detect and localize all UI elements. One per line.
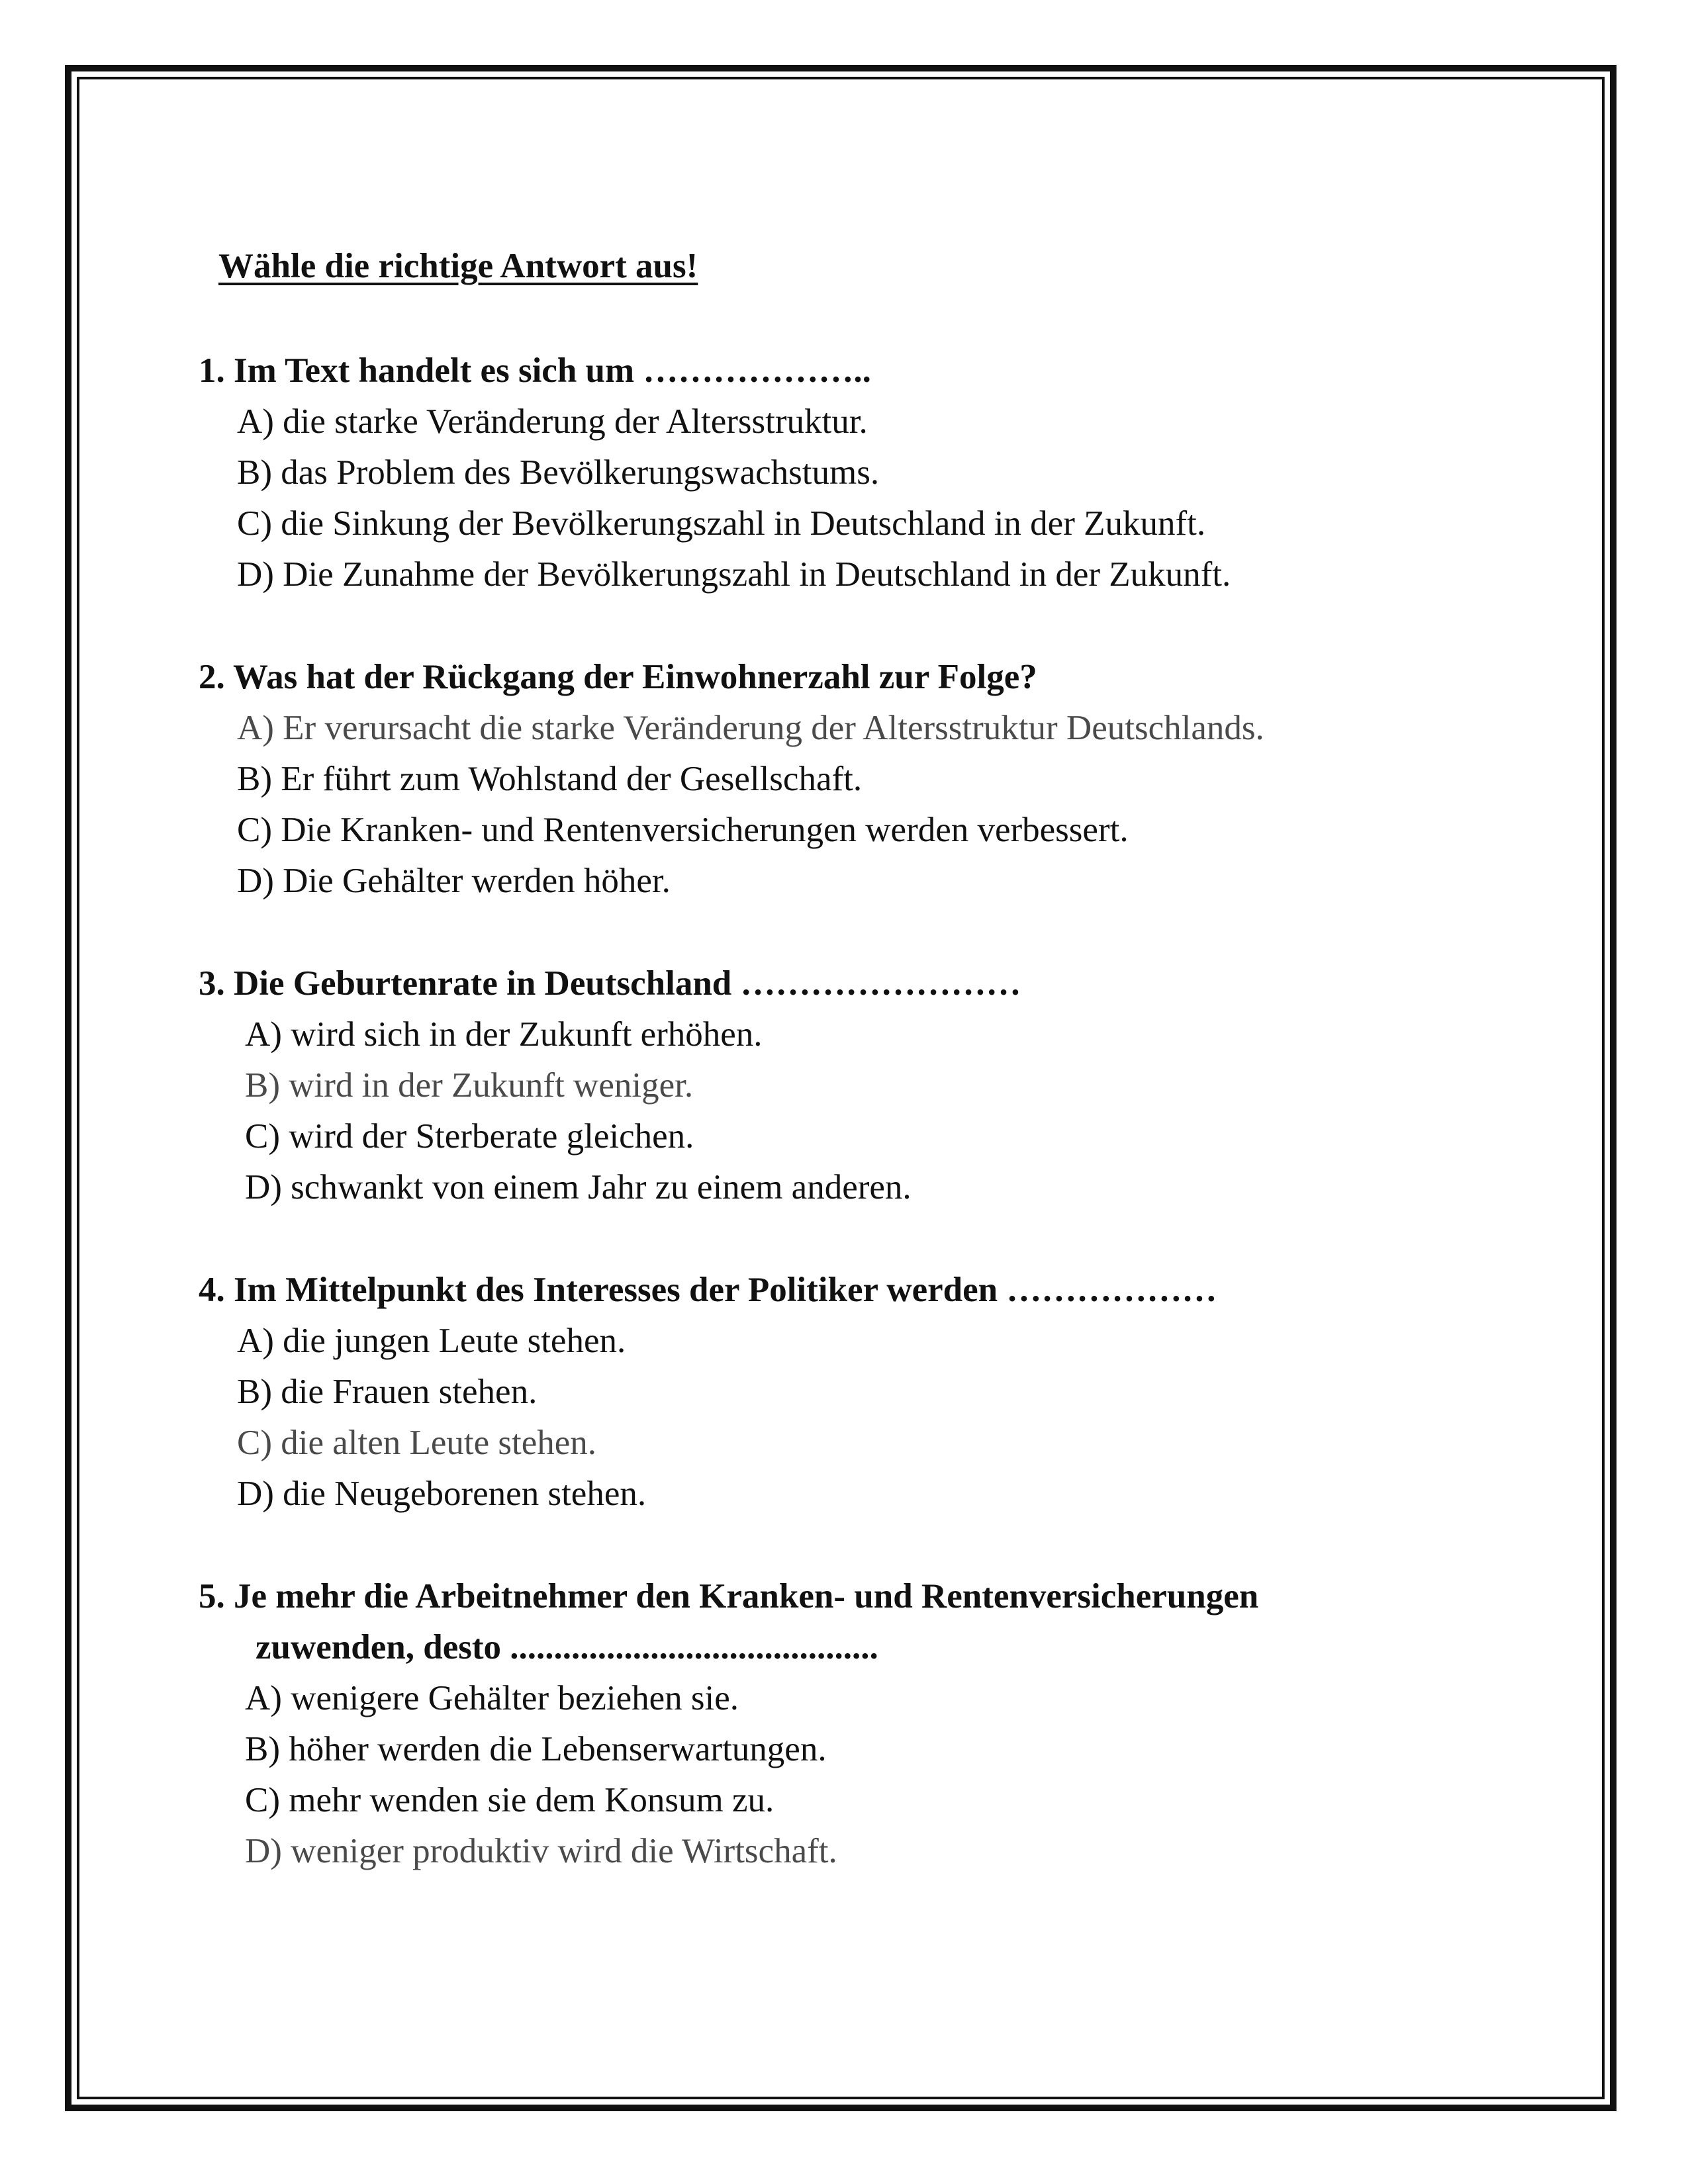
option-b: B) das Problem des Bevölkerungswachstums. [237, 453, 880, 492]
question-prompt: 3. Die Geburtenrate in Deutschland …………………… [199, 964, 1021, 1003]
option-c: C) mehr wenden sie dem Konsum zu. [245, 1781, 774, 1819]
option-c: C) wird der Sterberate gleichen. [245, 1117, 694, 1156]
option-d: D) schwankt von einem Jahr zu einem anderen. [245, 1168, 912, 1206]
option-b: B) höher werden die Lebenserwartungen. [245, 1730, 827, 1768]
question-prompt: 4. Im Mittelpunkt des Interesses der Politiker werden ……………… [199, 1271, 1217, 1309]
question-prompt: 2. Was hat der Rückgang der Einwohnerzahl zur Folge? [199, 658, 1037, 696]
question-4 [199, 1265, 1489, 1520]
option-c: C) die alten Leute stehen. [237, 1424, 597, 1462]
option-b: B) die Frauen stehen. [237, 1373, 538, 1411]
instruction-heading: Wähle die richtige Antwort aus! [218, 247, 698, 285]
option-d: D) die Neugeborenen stehen. [237, 1475, 647, 1513]
option-c: C) Die Kranken- und Rentenversicherungen werden verbessert. [237, 811, 1129, 849]
question-1 [199, 345, 1489, 600]
question-5 [199, 1571, 1489, 1877]
option-d: D) Die Zunahme der Bevölkerungszahl in Deutschland in der Zukunft. [237, 555, 1231, 594]
question-prompt: 1. Im Text handelt es sich um ……………….. [199, 351, 871, 390]
option-b: B) wird in der Zukunft weniger. [245, 1066, 694, 1105]
option-a: A) wenigere Gehälter beziehen sie. [245, 1679, 739, 1717]
option-a: A) die jungen Leute stehen. [237, 1322, 626, 1360]
option-a: A) wird sich in der Zukunft erhöhen. [245, 1015, 763, 1054]
option-a: A) die starke Veränderung der Altersstruktur. [237, 402, 868, 441]
option-b: B) Er führt zum Wohlstand der Gesellschaft. [237, 760, 863, 798]
option-c: C) die Sinkung der Bevölkerungszahl in Deutschland in der Zukunft. [237, 504, 1206, 543]
question-2 [199, 652, 1489, 907]
question-prompt [199, 1571, 1489, 1673]
option-d: D) Die Gehälter werden höher. [237, 862, 671, 900]
question-3 [199, 958, 1489, 1213]
question-prompt-line-1: 5. Je mehr die Arbeitnehmer den Kranken- und Rentenversicherungen [199, 1577, 1259, 1615]
worksheet-content [199, 245, 1489, 1929]
option-a: A) Er verursacht die starke Veränderung der Altersstruktur Deutschlands. [237, 709, 1264, 747]
question-prompt-line-2: zuwenden, desto .......................................... [256, 1628, 878, 1666]
option-d: D) weniger produktiv wird die Wirtschaft. [245, 1832, 837, 1870]
